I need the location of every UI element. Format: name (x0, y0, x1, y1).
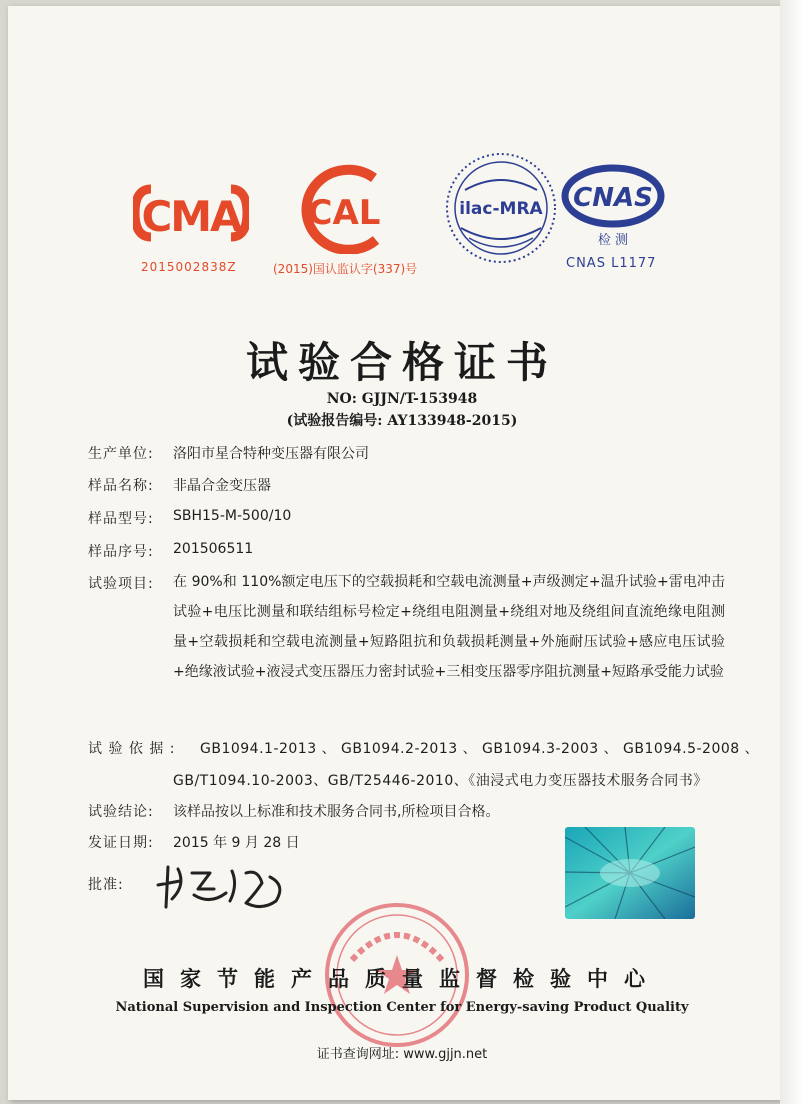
ilac-mra-logo-icon (443, 150, 559, 266)
test-basis-line1: GB1094.1-2013 、 GB1094.2-2013 、 GB1094.3-2003 、 GB1094.5-2008 、 (200, 741, 760, 757)
certificate-title: 试验合格证书 (245, 338, 558, 387)
sample-name-value: 非晶合金变压器 (173, 478, 271, 494)
certificate-number: NO: GJJN/T-153948 (326, 391, 478, 407)
cal-number: (2015)国认监认字(337)号 (273, 262, 418, 276)
model-value: SBH15-M-500/10 (173, 508, 292, 524)
serial-value: 201506511 (173, 541, 254, 557)
hologram-seal-icon (565, 827, 695, 919)
cma-logo-icon (133, 183, 249, 243)
test-items-value: 在 90%和 110%额定电压下的空载损耗和空载电流测量+声级测定+温升试验+雷电冲击试验+电压比测量和联结组标号检定+绕组电阻测量+绕组对地及绕组间直流绝缘电阻测量+空载损耗和空载电流测量+短路阻抗和负载损耗测量+外施耐压试验+感应电压试验+绝缘液试验+液浸式变压器压力密封试验+三相变压器零序阻抗测量+短路承受能力试验 (173, 574, 725, 680)
test-basis-line2: GB/T1094.10-2003、GB/T25446-2010、《油浸式电力变压器技术服务合同书》 (173, 773, 708, 789)
logo-row (0, 0, 804, 300)
cal-logo-icon (288, 164, 398, 254)
test-basis-label: 试 验 依 据 : (88, 741, 176, 757)
approval-label: 批准: (88, 877, 124, 893)
manufacturer-label: 生产单位: (88, 446, 154, 462)
model-label: 样品型号: (88, 511, 154, 527)
cal-logo-text: CAL (307, 193, 381, 233)
manufacturer-value: 洛阳市星合特种变压器有限公司 (173, 446, 369, 462)
cnas-logo-sub: 检 测 (597, 233, 629, 248)
cnas-number: CNAS L1177 (566, 256, 657, 271)
issue-date-label: 发证日期: (88, 835, 154, 851)
serial-label: 样品序号: (88, 544, 154, 560)
issuer-name-cn: 国家节能产品质量监督检验中心 (143, 967, 661, 991)
issuer-name-en: National Supervision and Inspection Center for Energy-saving Product Quality (115, 1000, 689, 1015)
cma-number: 2015002838Z (141, 260, 237, 274)
cma-logo-text: CMA (141, 192, 241, 241)
test-items-label: 试验项目: (88, 576, 154, 592)
report-number: (试验报告编号: AY133948-2015) (286, 413, 518, 429)
conclusion-value: 该样品按以上标准和技术服务合同书,所检项目合格。 (173, 804, 500, 820)
cnas-logo-text: CNAS (573, 183, 653, 213)
cnas-logo-icon (557, 160, 669, 252)
sample-name-label: 样品名称: (88, 478, 154, 494)
verification-website: 证书查询网址: www.gjjn.net (316, 1047, 488, 1062)
issue-date-value: 2015 年 9 月 28 日 (173, 835, 300, 851)
conclusion-label: 试验结论: (88, 804, 154, 820)
signature-icon (150, 855, 290, 915)
ilac-logo-text: ilac-MRA (459, 199, 543, 219)
